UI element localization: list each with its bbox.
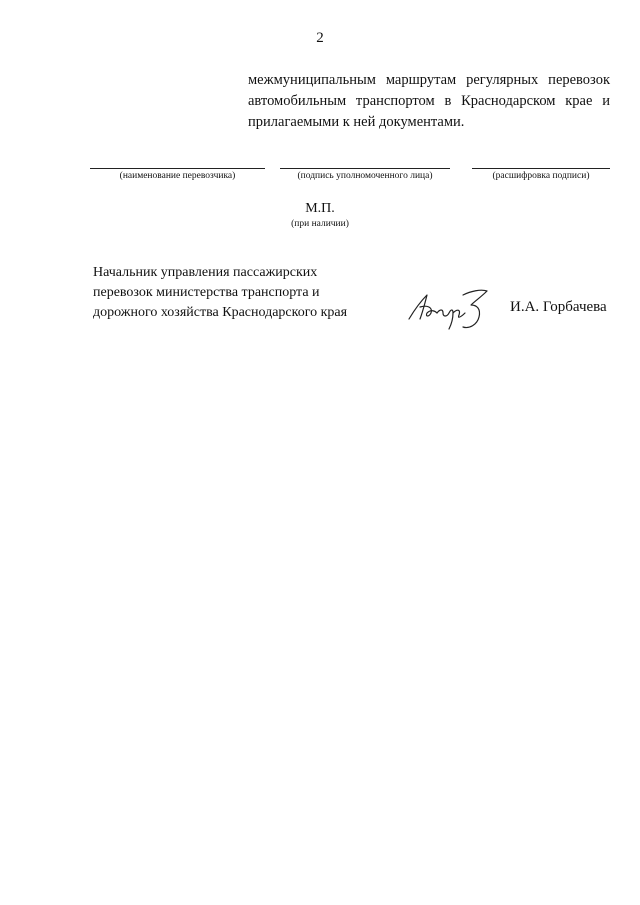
official-position-line: перевозок министерства транспорта и — [93, 285, 320, 300]
stamp-label: М.П. — [305, 201, 335, 216]
page-number: 2 — [316, 30, 324, 46]
official-position-line: дорожного хозяйства Краснодарского края — [93, 305, 348, 320]
carrier-name-caption: (наименование перевозчика) — [119, 171, 236, 181]
official-position — [93, 263, 347, 323]
official-name: И.А. Горбачева — [510, 299, 607, 315]
authorized-signature-line — [280, 168, 450, 169]
intro-line: автомобильным транспортом в Краснодарском крае и — [248, 93, 610, 109]
intro-line: прилагаемыми к ней документами. — [248, 114, 465, 130]
carrier-name-line — [90, 168, 265, 169]
intro-paragraph — [248, 70, 610, 133]
stamp-note: (при наличии) — [291, 219, 349, 229]
authorized-signature-caption: (подпись уполномоченного лица) — [297, 171, 433, 181]
intro-line: межмуниципальным маршрутам регулярных перевозок — [248, 72, 610, 88]
handwritten-signature — [405, 283, 500, 333]
signature-decoding-line — [472, 168, 610, 169]
signature-decoding-caption: (расшифровка подписи) — [492, 171, 590, 181]
official-position-line: Начальник управления пассажирских — [93, 265, 318, 280]
